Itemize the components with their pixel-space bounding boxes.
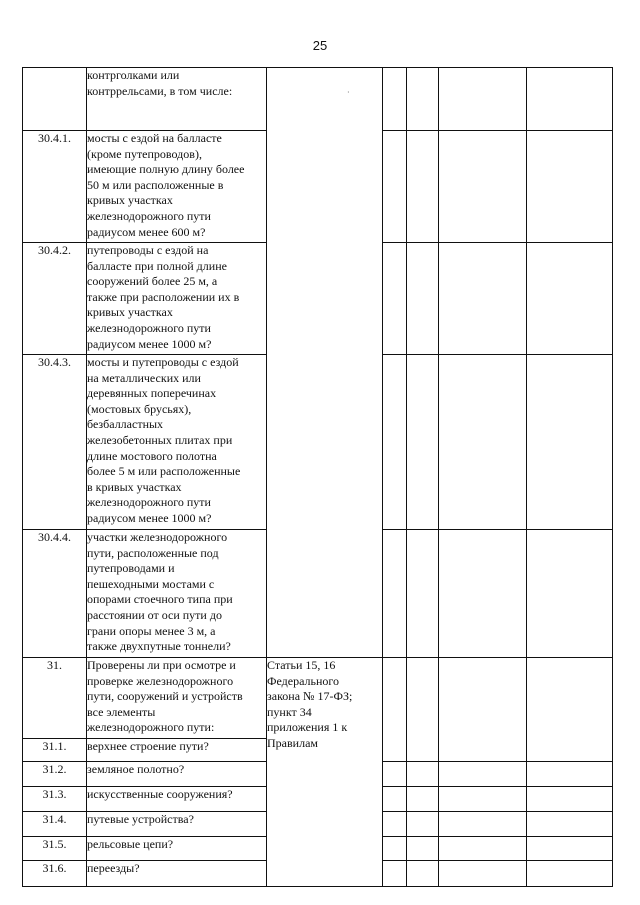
answer-cell (383, 355, 407, 530)
answer-cell (527, 68, 613, 131)
answer-cell (439, 812, 527, 837)
answer-cell (439, 787, 527, 812)
answer-cell (439, 243, 527, 355)
item-question: участки железнодорожного пути, расположенные под путепроводами и пешеходными мостами с опорами стоечного типа при расстоянии от оси пути до грани опоры менее 3 м, а также двухпутные тоннели? (87, 530, 267, 658)
item-number: 30.4.2. (23, 243, 87, 355)
table-row (23, 68, 613, 131)
requirements-reference (267, 68, 383, 658)
answer-cell (407, 131, 439, 243)
answer-cell (439, 131, 527, 243)
item-number: 31.2. (23, 762, 87, 787)
answer-cell (439, 837, 527, 861)
answer-cell (407, 68, 439, 131)
answer-cell (439, 762, 527, 787)
item-number: 31.3. (23, 787, 87, 812)
answer-cell (527, 658, 613, 762)
answer-cell (407, 658, 439, 762)
item-question: путепроводы с ездой на балласте при полной длине сооружений более 25 м, а также при расположении их в кривых участках железнодорожного пути радиусом менее 1000 м? (87, 243, 267, 355)
answer-cell (439, 68, 527, 131)
item-number: 31.1. (23, 739, 87, 762)
answer-cell (407, 861, 439, 887)
item-question: Проверены ли при осмотре и проверке железнодорожного пути, сооружений и устройств все элементы железнодорожного пути: (87, 658, 267, 739)
answer-cell (527, 787, 613, 812)
scan-speck: · (347, 88, 350, 97)
item-number: 31.4. (23, 812, 87, 837)
item-number (23, 68, 87, 131)
answer-cell (407, 355, 439, 530)
answer-cell (383, 762, 407, 787)
item-number: 31.5. (23, 837, 87, 861)
page-number: 25 (312, 38, 328, 53)
answer-cell (383, 131, 407, 243)
table-row (23, 658, 613, 739)
answer-cell (439, 658, 527, 762)
answer-cell (527, 243, 613, 355)
item-question: верхнее строение пути? (87, 739, 267, 762)
item-question: земляное полотно? (87, 762, 267, 787)
item-question: путевые устройства? (87, 812, 267, 837)
item-question: контрголками или контррельсами, в том числе: (87, 68, 267, 131)
item-question: мосты и путепроводы с ездой на металлических или деревянных поперечинах (мостовых брусьях), безбалластных железобетонных плитах при длине мостового полотна более 5 м или расположенные в кривых участках железнодорожного пути радиусом менее 1000 м? (87, 355, 267, 530)
answer-cell (527, 837, 613, 861)
answer-cell (407, 243, 439, 355)
answer-cell (383, 68, 407, 131)
checklist-table (22, 67, 613, 887)
answer-cell (383, 861, 407, 887)
answer-cell (383, 837, 407, 861)
legal-reference: Статьи 15, 16 Федерального закона № 17-ФЗ; пункт 34 приложения 1 к Правилам (267, 658, 383, 887)
item-question: переезды? (87, 861, 267, 887)
answer-cell (407, 837, 439, 861)
answer-cell (527, 355, 613, 530)
answer-cell (383, 787, 407, 812)
answer-cell (383, 243, 407, 355)
answer-cell (383, 658, 407, 762)
answer-cell (407, 812, 439, 837)
answer-cell (407, 787, 439, 812)
item-number: 30.4.4. (23, 530, 87, 658)
item-number: 30.4.3. (23, 355, 87, 530)
item-number: 31.6. (23, 861, 87, 887)
item-question: искусственные сооружения? (87, 787, 267, 812)
answer-cell (407, 530, 439, 658)
answer-cell (439, 355, 527, 530)
item-number: 31. (23, 658, 87, 739)
answer-cell (407, 762, 439, 787)
answer-cell (527, 861, 613, 887)
answer-cell (383, 812, 407, 837)
item-number: 30.4.1. (23, 131, 87, 243)
answer-cell (527, 131, 613, 243)
answer-cell (527, 812, 613, 837)
item-question: мосты с ездой на балласте (кроме путепроводов), имеющие полную длину более 50 м или расположенные в кривых участках железнодорожного пути радиусом менее 600 м? (87, 131, 267, 243)
answer-cell (527, 762, 613, 787)
answer-cell (383, 530, 407, 658)
answer-cell (527, 530, 613, 658)
answer-cell (439, 861, 527, 887)
answer-cell (439, 530, 527, 658)
item-question: рельсовые цепи? (87, 837, 267, 861)
